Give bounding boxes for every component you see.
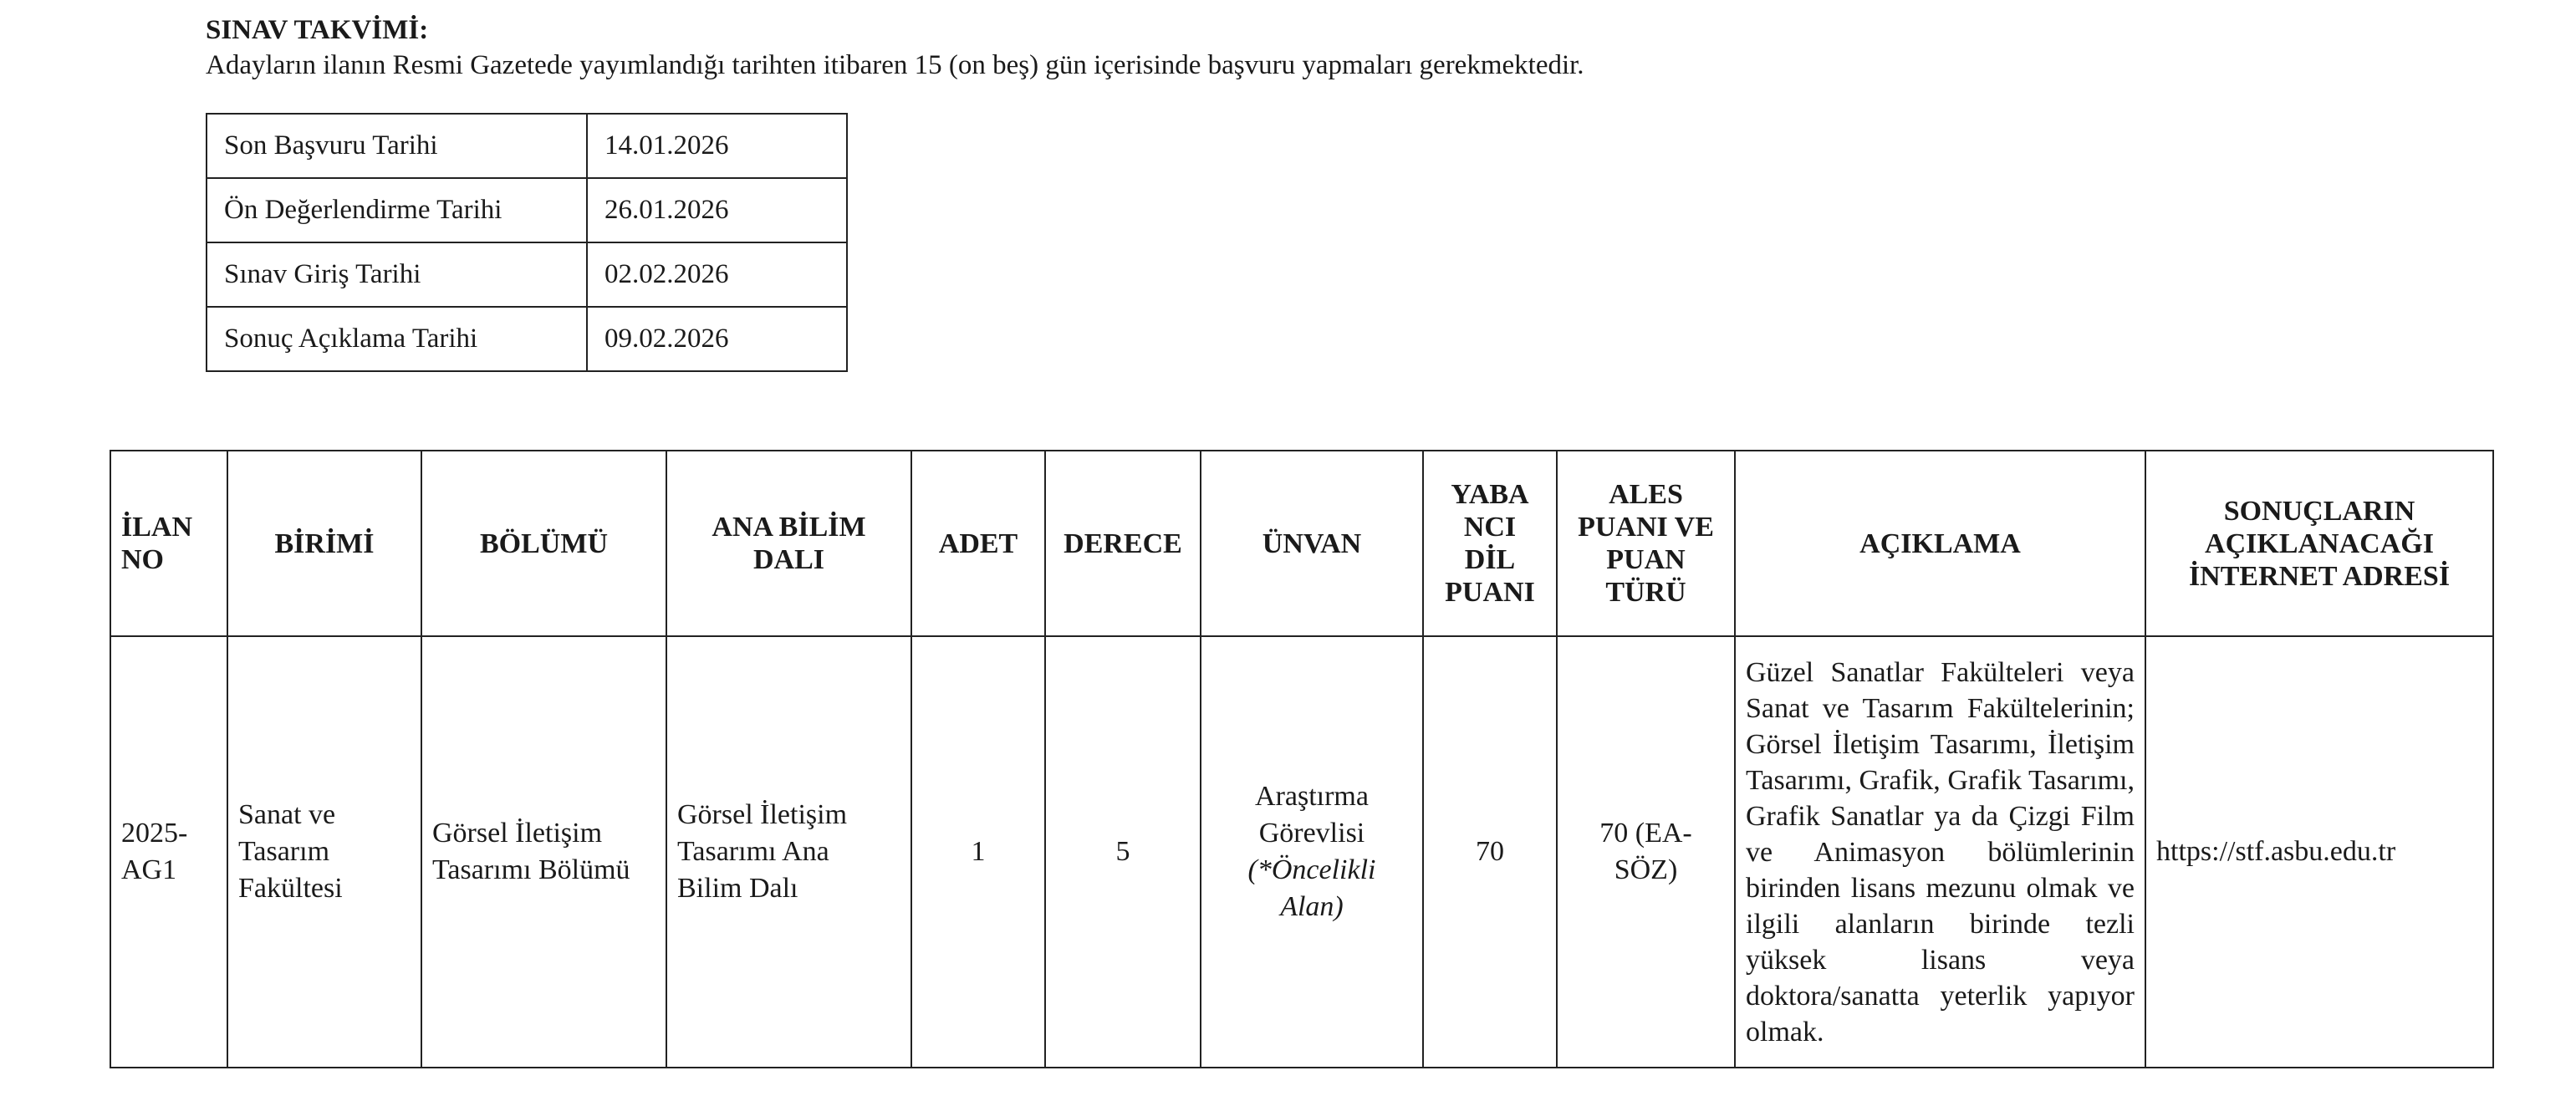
cell-ana-bilim-dali: Görsel İletişim Tasarımı Ana Bilim Dalı bbox=[666, 636, 911, 1068]
header-adet: ADET bbox=[911, 451, 1045, 636]
cell-aciklama: Güzel Sanatlar Fakülteleri veya Sanat ve Tasarım Fakültelerinin; Görsel İletişim Tasarımı, İletişim Tasarımı, Grafik, Grafik Tasarımı, Grafik Sanatlar ya da Çizgi Film ve Animasyon bölümlerinin birinden lisans mezunu olmak ve ilgili alanların birinde tezli yüksek lisans veya doktora/sanatta yeterlik yapıyor olmak. bbox=[1735, 636, 2145, 1068]
cell-birimi: Sanat ve Tasarım Fakültesi bbox=[227, 636, 421, 1068]
table-header-row bbox=[110, 451, 2493, 636]
schedule-date: 26.01.2026 bbox=[587, 178, 847, 242]
header-yabanci-dil-puani: YABA NCI DİL PUANI bbox=[1423, 451, 1557, 636]
schedule-row bbox=[207, 178, 847, 242]
cell-adet: 1 bbox=[911, 636, 1045, 1068]
header-ales-puani: ALES PUANI VE PUAN TÜRÜ bbox=[1557, 451, 1735, 636]
header-aciklama: AÇIKLAMA bbox=[1735, 451, 2145, 636]
job-announcement-table bbox=[110, 450, 2494, 1068]
schedule-row bbox=[207, 307, 847, 371]
header-birimi: BİRİMİ bbox=[227, 451, 421, 636]
exam-schedule-table bbox=[206, 113, 848, 372]
schedule-title: SINAV TAKVİMİ: bbox=[206, 15, 429, 45]
schedule-row bbox=[207, 242, 847, 307]
schedule-label: Sonuç Açıklama Tarihi bbox=[207, 307, 587, 371]
schedule-intro-text: Adayların ilanın Resmi Gazetede yayımlandığı tarihten itibaren 15 (on beş) gün içerisinde başvuru yapmaları gerekmektedir. bbox=[206, 50, 1584, 80]
header-unvan: ÜNVAN bbox=[1201, 451, 1423, 636]
header-bolumu: BÖLÜMÜ bbox=[421, 451, 666, 636]
cell-sonuc-url[interactable]: https://stf.asbu.edu.tr bbox=[2145, 636, 2493, 1068]
cell-unvan: Araştırma Görevlisi (*Öncelikli Alan) bbox=[1201, 636, 1423, 1068]
cell-yabanci-dil-puani: 70 bbox=[1423, 636, 1557, 1068]
schedule-label: Ön Değerlendirme Tarihi bbox=[207, 178, 587, 242]
header-ilan-no: İLAN NO bbox=[110, 451, 227, 636]
schedule-label: Son Başvuru Tarihi bbox=[207, 114, 587, 178]
schedule-date: 14.01.2026 bbox=[587, 114, 847, 178]
cell-ilan-no: 2025- AG1 bbox=[110, 636, 227, 1068]
table-row bbox=[110, 636, 2493, 1068]
schedule-label: Sınav Giriş Tarihi bbox=[207, 242, 587, 307]
header-ana-bilim-dali: ANA BİLİM DALI bbox=[666, 451, 911, 636]
cell-derece: 5 bbox=[1045, 636, 1201, 1068]
schedule-date: 09.02.2026 bbox=[587, 307, 847, 371]
cell-bolumu: Görsel İletişim Tasarımı Bölümü bbox=[421, 636, 666, 1068]
schedule-row bbox=[207, 114, 847, 178]
schedule-date: 02.02.2026 bbox=[587, 242, 847, 307]
cell-ales-puani: 70 (EA- SÖZ) bbox=[1557, 636, 1735, 1068]
header-sonuc-adresi: SONUÇLARIN AÇIKLANACAĞI İNTERNET ADRESİ bbox=[2145, 451, 2493, 636]
header-derece: DERECE bbox=[1045, 451, 1201, 636]
